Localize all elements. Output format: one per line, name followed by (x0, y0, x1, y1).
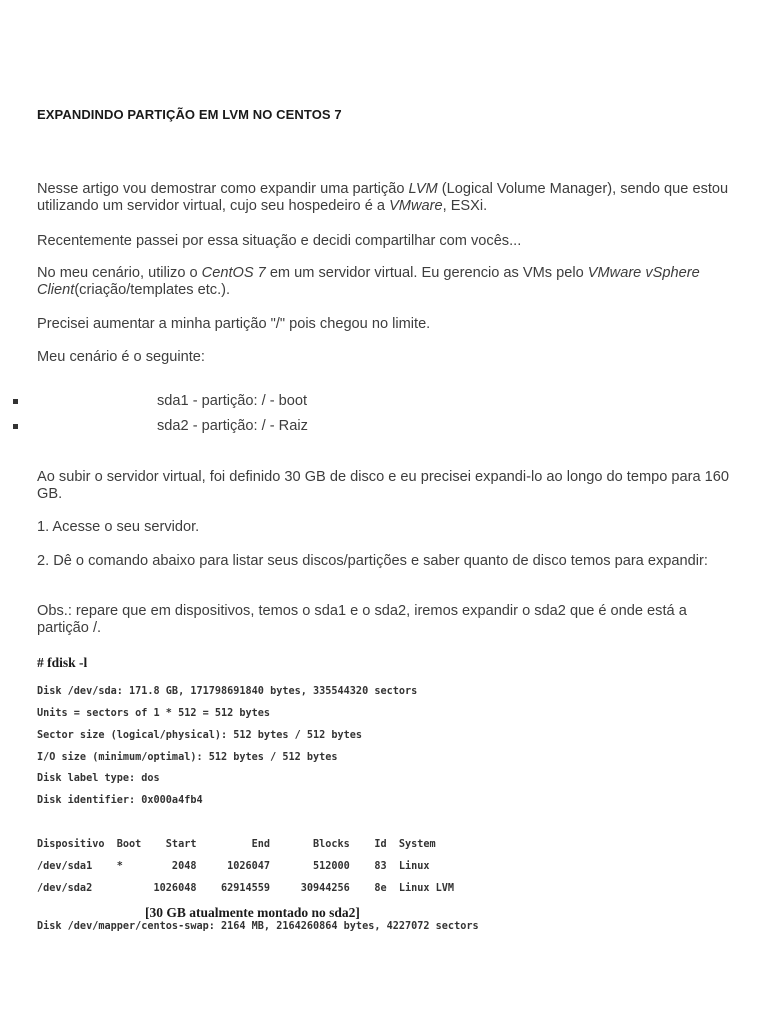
emphasis-text: CentOS 7 (201, 265, 266, 281)
paragraph-setup: Meu cenário é o seguinte: (37, 349, 205, 365)
body-text: Nesse artigo vou demostrar como expandir uma partição (37, 181, 409, 197)
body-text: No meu cenário, utilizo o (37, 265, 202, 281)
emphasis-text: LVM (408, 181, 438, 197)
body-text: (Logical Volume Manager), sendo que estou utilizando um servidor virtual, cujo seu hospedeiro é a (37, 181, 729, 214)
paragraph-recently: Recentemente passei por essa situação e decidi compartilhar com vocês... (37, 233, 522, 249)
list-item (0, 418, 760, 436)
body-text: (criação/templates etc.). (74, 282, 231, 298)
swap-disk-line: Disk /dev/mapper/centos-swap: 2164 MB, 2164260864 bytes, 4227072 sectors (37, 921, 479, 932)
disk-info-line: Units = sectors of 1 * 512 = 512 bytes (37, 708, 271, 719)
emphasis-text: VMware vSphere Client (37, 265, 700, 298)
paragraph-scenario (37, 265, 737, 299)
paragraph-obs: Obs.: repare que em dispositivos, temos o sda1 e o sda2, iremos expandir o sda2 que é onde está a partição /. (37, 603, 687, 636)
list-item (0, 393, 760, 411)
list-item-text: sda1 - partição: / - boot (157, 393, 308, 409)
paragraph-step-2: 2. Dê o comando abaixo para listar seus discos/partições e saber quanto de disco temos para expandir: (37, 553, 708, 569)
disk-info-line: Disk label type: dos (37, 773, 160, 784)
paragraph-disk-size: Ao subir o servidor virtual, foi definido 30 GB de disco e eu precisei expandi-lo ao longo do tempo para 160 GB. (37, 469, 729, 502)
partition-table-header: Dispositivo Boot Start End Blocks Id System (37, 839, 436, 850)
table-row: /dev/sda1 * 2048 1026047 512000 83 Linux (37, 861, 430, 872)
paragraph-intro (37, 181, 737, 215)
square-bullet-icon (13, 399, 18, 404)
disk-info-line: Sector size (logical/physical): 512 bytes / 512 bytes (37, 730, 363, 741)
paragraph-increase: Precisei aumentar a minha partição "/" pois chegou no limite. (37, 316, 431, 332)
square-bullet-icon (13, 424, 18, 429)
emphasis-text: VMware (389, 198, 443, 214)
body-text: em um servidor virtual. Eu gerencio as VMs pelo (265, 265, 588, 281)
article-title: EXPANDINDO PARTIÇÃO EM LVM NO CENTOS 7 (37, 107, 342, 122)
disk-info-line: I/O size (minimum/optimal): 512 bytes / 512 bytes (37, 752, 338, 763)
command-line: # fdisk -l (37, 655, 88, 670)
table-row: /dev/sda2 1026048 62914559 30944256 8e Linux LVM (37, 883, 455, 894)
disk-info-line: Disk /dev/sda: 171.8 GB, 171798691840 bytes, 335544320 sectors (37, 686, 418, 697)
mounted-note: [30 GB atualmente montado no sda2] (145, 905, 360, 920)
disk-info-line: Disk identifier: 0x000a4fb4 (37, 795, 203, 806)
body-text: , ESXi. (442, 198, 488, 214)
paragraph-step-1: 1. Acesse o seu servidor. (37, 519, 200, 535)
list-item-text: sda2 - partição: / - Raiz (157, 418, 308, 434)
